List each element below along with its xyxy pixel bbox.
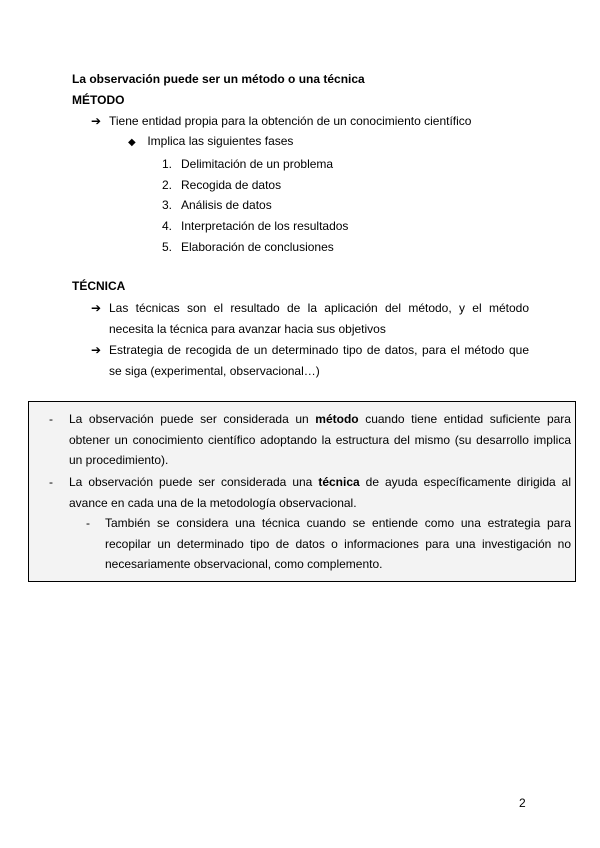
metodo-point xyxy=(91,111,529,132)
tecnica-heading: TÉCNICA xyxy=(72,279,126,293)
arrow-bullet-icon: ➔ xyxy=(91,301,102,315)
summary-item-1-text: La observación puede ser considerada un método cuando tiene entidad suficiente para obtener un conocimiento científico adoptando la estructura del mismo (su desarrollo implica un procedimiento). xyxy=(69,412,571,467)
bold-tecnica: técnica xyxy=(318,475,360,489)
metodo-subpoint xyxy=(128,134,293,148)
summary-item-2 xyxy=(49,472,571,513)
step-number: 3. xyxy=(162,198,173,213)
step-text: Elaboración de conclusiones xyxy=(181,239,334,254)
page-title: La observación puede ser un método o una técnica xyxy=(72,72,365,86)
step-number: 4. xyxy=(162,219,173,234)
tecnica-point-1 xyxy=(91,298,529,339)
tecnica-point-2 xyxy=(91,340,529,381)
phases-list xyxy=(162,154,348,257)
step-text: Interpretación de los resultados xyxy=(181,219,349,234)
summary-item-2-text: La observación puede ser considerada una técnica de ayuda específicamente dirigida al avance en cada una de la metodología observacional. xyxy=(69,475,571,510)
summary-box xyxy=(28,401,576,582)
page-number: 2 xyxy=(519,796,526,810)
summary-subitem xyxy=(86,513,571,575)
list-item xyxy=(162,154,348,175)
summary-item-1 xyxy=(49,409,571,471)
step-number: 5. xyxy=(162,239,173,254)
dash-bullet: - xyxy=(86,516,90,530)
tecnica-point-1-text: Las técnicas son el resultado de la aplicación del método, y el método necesita la técnica para avanzar hacia sus objetivos xyxy=(109,301,529,336)
diamond-bullet-icon: ◆ xyxy=(128,137,136,148)
step-text: Análisis de datos xyxy=(181,198,272,213)
arrow-bullet-icon: ➔ xyxy=(91,114,102,128)
step-text: Recogida de datos xyxy=(181,177,282,192)
metodo-subpoint-text: Implica las siguientes fases xyxy=(147,134,294,148)
arrow-bullet-icon: ➔ xyxy=(91,343,102,357)
step-number: 2. xyxy=(162,177,173,192)
list-item xyxy=(162,175,348,196)
metodo-point-text: Tiene entidad propia para la obtención de un conocimiento científico xyxy=(109,114,472,128)
metodo-heading: MÉTODO xyxy=(72,93,125,107)
dash-bullet: - xyxy=(49,475,53,489)
step-text: Delimitación de un problema xyxy=(181,157,334,171)
dash-bullet: - xyxy=(49,412,53,426)
summary-subitem-text: También se considera una técnica cuando se entiende como una estrategia para recopilar un determinado tipo de datos o informaciones para una investigación no necesariamente observacional, como complemento. xyxy=(105,516,571,571)
bold-metodo: método xyxy=(315,412,359,426)
list-item xyxy=(162,237,348,258)
list-item xyxy=(162,195,348,216)
step-number: 1. xyxy=(162,157,173,171)
tecnica-point-2-text: Estrategia de recogida de un determinado tipo de datos, para el método que se siga (experimental, observacional…) xyxy=(109,343,529,378)
list-item xyxy=(162,216,348,237)
